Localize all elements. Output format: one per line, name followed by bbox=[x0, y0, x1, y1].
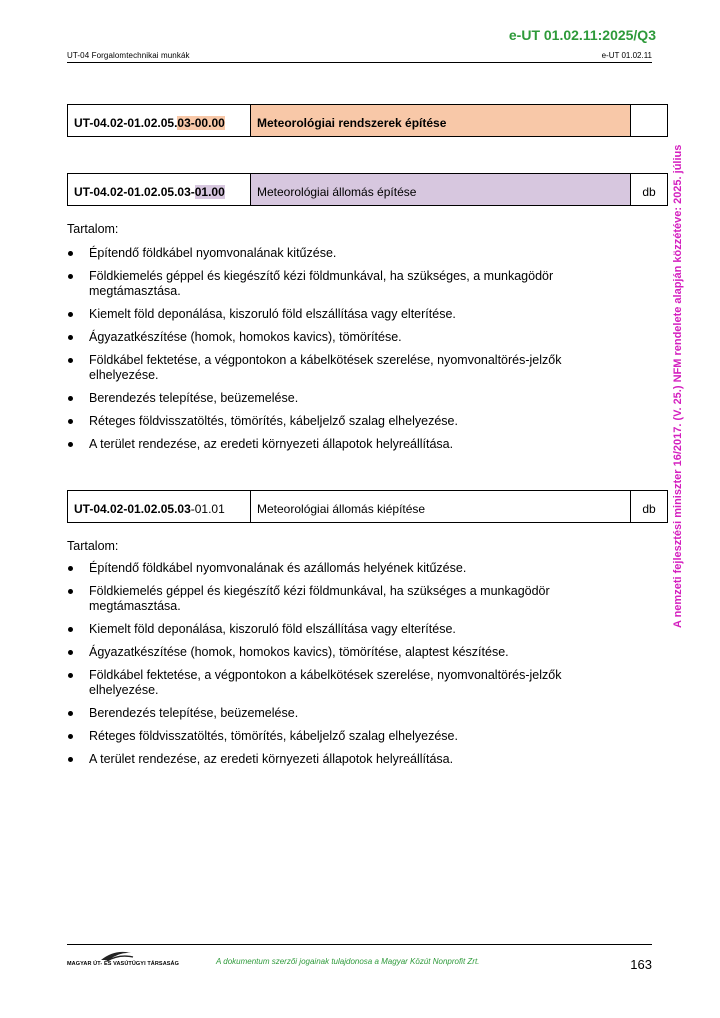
publication-note: A nemzeti fejlesztési miniszter 16/2017. (V. 25.) NFM rendelete alapján közzétéve: 2025. július bbox=[672, 144, 684, 628]
item-title: Meteorológiai állomás kiépítése bbox=[251, 491, 631, 523]
footer-divider bbox=[67, 944, 652, 945]
list-item: Ágyazatkészítése (homok, homokos kavics), tömörítése, alaptest készítése. bbox=[67, 645, 627, 660]
list-item: Építendő földkábel nyomvonalának és azállomás helyének kitűzése. bbox=[67, 561, 627, 576]
list-item: Földkiemelés géppel és kiegészítő kézi földmunkával, ha szükséges, a munkagödör megtámasztása. bbox=[67, 269, 627, 299]
list-item: Kiemelt föld deponálása, kiszoruló föld elszállítása vagy elterítése. bbox=[67, 307, 627, 322]
content-list bbox=[67, 246, 627, 460]
list-item: Berendezés telepítése, beüzemelése. bbox=[67, 391, 627, 406]
item-table-main bbox=[67, 104, 668, 137]
list-item: Ágyazatkészítése (homok, homokos kavics), tömörítése. bbox=[67, 330, 627, 345]
item-unit: db bbox=[631, 174, 668, 206]
content-label: Tartalom: bbox=[67, 222, 119, 236]
item-code: UT-04.02-01.02.05.03-01.01 bbox=[68, 491, 251, 523]
item-title: Meteorológiai állomás építése bbox=[251, 174, 631, 206]
list-item: A terület rendezése, az eredeti környezeti állapotok helyreállítása. bbox=[67, 437, 627, 452]
item-table-station-build bbox=[67, 173, 668, 206]
page-number: 163 bbox=[630, 957, 652, 972]
list-item: Földkiemelés géppel és kiegészítő kézi földmunkával, ha szükséges a munkagödör megtámasztása. bbox=[67, 584, 627, 614]
list-item: Réteges földvisszatöltés, tömörítés, kábeljelző szalag elhelyezése. bbox=[67, 414, 627, 429]
content-label: Tartalom: bbox=[67, 539, 119, 553]
list-item: Földkábel fektetése, a végpontokon a kábelkötések szerelése, nyomvonaltörés-jelzők elhelyezése. bbox=[67, 668, 627, 698]
item-unit bbox=[631, 105, 668, 137]
item-code: UT-04.02-01.02.05.03-00.00 bbox=[68, 105, 251, 137]
item-table-station-setup bbox=[67, 490, 668, 523]
list-item: Építendő földkábel nyomvonalának kitűzése. bbox=[67, 246, 627, 261]
copyright-notice: A dokumentum szerzői jogainak tulajdonosa a Magyar Közút Nonprofit Zrt. bbox=[216, 957, 480, 966]
list-item: Réteges földvisszatöltés, tömörítés, kábeljelző szalag elhelyezése. bbox=[67, 729, 627, 744]
content-list bbox=[67, 561, 627, 775]
header-divider bbox=[67, 62, 652, 63]
list-item: Földkábel fektetése, a végpontokon a kábelkötések szerelése, nyomvonaltörés-jelzők elhelyezése. bbox=[67, 353, 627, 383]
header-chapter: UT-04 Forgalomtechnikai munkák bbox=[67, 51, 190, 60]
list-item: Kiemelt föld deponálása, kiszoruló föld elszállítása vagy elterítése. bbox=[67, 622, 627, 637]
list-item: Berendezés telepítése, beüzemelése. bbox=[67, 706, 627, 721]
item-code: UT-04.02-01.02.05.03-01.00 bbox=[68, 174, 251, 206]
item-unit: db bbox=[631, 491, 668, 523]
list-item: A terület rendezése, az eredeti környezeti állapotok helyreállítása. bbox=[67, 752, 627, 767]
document-code: e-UT 01.02.11:2025/Q3 bbox=[508, 27, 656, 43]
company-logo-icon bbox=[67, 948, 167, 972]
company-name: MAGYAR ÚT- ÉS VASÚTÜGYI TÁRSASÁG bbox=[67, 961, 179, 967]
item-title: Meteorológiai rendszerek építése bbox=[251, 105, 631, 137]
header-doc-ref: e-UT 01.02.11 bbox=[601, 51, 652, 60]
